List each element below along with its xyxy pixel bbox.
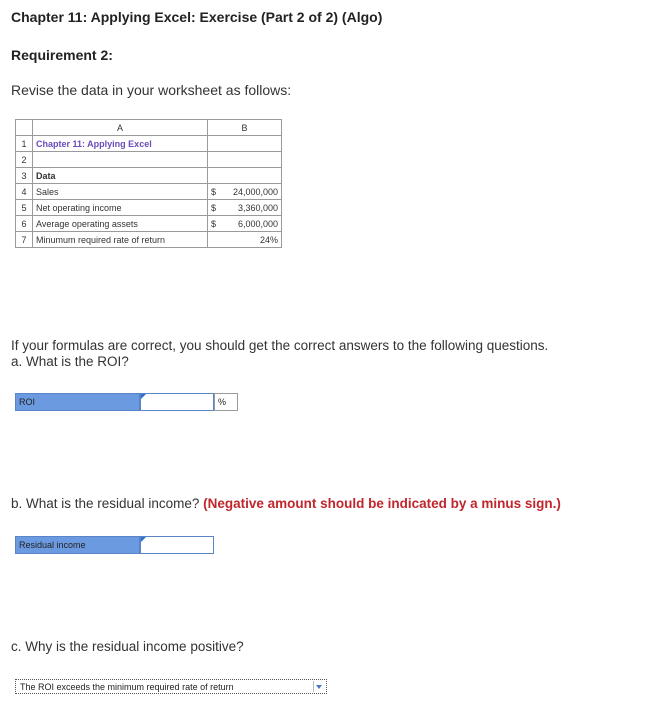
question-b-note: (Negative amount should be indicated by a minus sign.) [203, 496, 561, 511]
cell-a7: Minumum required rate of return [33, 232, 208, 248]
cell-value: 3,360,000 [237, 202, 278, 213]
row-number: 3 [16, 168, 33, 184]
cell-b2 [208, 152, 282, 168]
reason-dropdown[interactable] [15, 679, 327, 694]
corner-cell [16, 120, 33, 136]
reason-dropdown-value: The ROI exceeds the minimum required rate of return [20, 682, 234, 692]
table-row [16, 168, 282, 184]
row-number: 7 [16, 232, 33, 248]
roi-unit: % [214, 393, 238, 411]
cell-a4: Sales [33, 184, 208, 200]
table-row [16, 200, 282, 216]
cell-a1: Chapter 11: Applying Excel [33, 136, 208, 152]
row-number: 6 [16, 216, 33, 232]
currency-symbol: $ [211, 202, 217, 213]
table-row [16, 232, 282, 248]
table-row [16, 184, 282, 200]
table-row [16, 216, 282, 232]
question-a-text: a. What is the ROI? [11, 354, 129, 369]
question-b-text: b. What is the residual income? [11, 496, 200, 511]
question-c-text: c. Why is the residual income positive? [11, 639, 244, 654]
worksheet-table [15, 119, 282, 248]
questions-intro-line: If your formulas are correct, you should get the correct answers to the following questions. [11, 338, 549, 353]
cell-a2 [33, 152, 208, 168]
column-header-row [16, 120, 282, 136]
row-number: 1 [16, 136, 33, 152]
roi-input[interactable] [140, 393, 214, 411]
column-a-header: A [33, 120, 208, 136]
cell-b4 [208, 184, 282, 200]
cell-b6 [208, 216, 282, 232]
column-b-header: B [208, 120, 282, 136]
cell-a3: Data [33, 168, 208, 184]
requirement-heading: Requirement 2: [11, 47, 113, 63]
instructions-text: Revise the data in your worksheet as follows: [11, 82, 292, 98]
cell-value: 24,000,000 [232, 186, 278, 197]
page-title: Chapter 11: Applying Excel: Exercise (Part 2 of 2) (Algo) [11, 9, 383, 25]
cell-b7: 24% [208, 232, 282, 248]
question-b [11, 496, 561, 511]
roi-label: ROI [15, 393, 140, 411]
cell-a5: Net operating income [33, 200, 208, 216]
cell-b3 [208, 168, 282, 184]
cell-b5 [208, 200, 282, 216]
table-row [16, 152, 282, 168]
currency-symbol: $ [211, 218, 217, 229]
row-number: 4 [16, 184, 33, 200]
residual-income-label: Residual income [15, 536, 140, 554]
cell-a6: Average operating assets [33, 216, 208, 232]
currency-symbol: $ [211, 186, 217, 197]
questions-intro [11, 338, 548, 370]
row-number: 5 [16, 200, 33, 216]
residual-income-input[interactable] [140, 536, 214, 554]
table-row [16, 136, 282, 152]
cell-value: 6,000,000 [237, 218, 278, 229]
row-number: 2 [16, 152, 33, 168]
chevron-down-icon[interactable] [313, 681, 324, 692]
cell-b1 [208, 136, 282, 152]
